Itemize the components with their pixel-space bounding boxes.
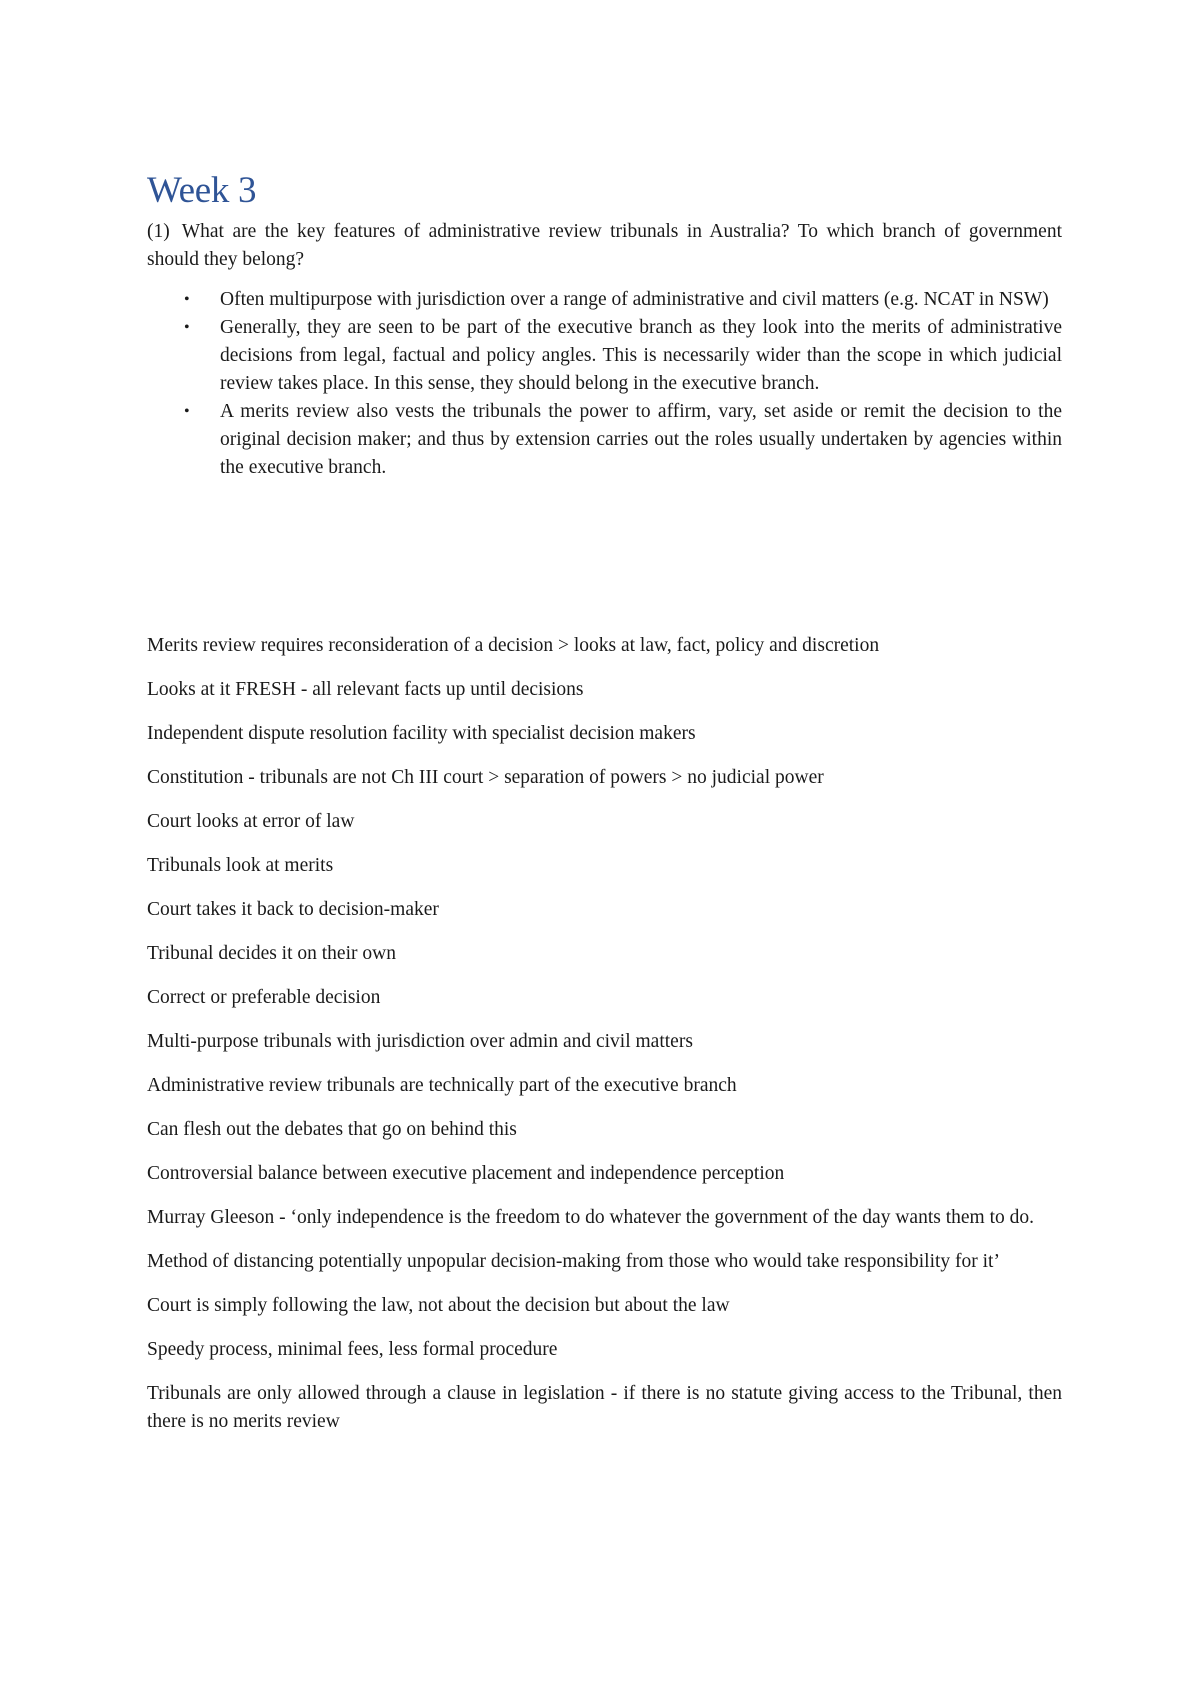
list-item [184, 398, 1062, 482]
note-paragraph: Constitution - tribunals are not Ch III court > separation of powers > no judicial power [147, 767, 824, 788]
note-paragraph: Multi-purpose tribunals with jurisdiction over admin and civil matters [147, 1031, 693, 1052]
note-paragraph: Speedy process, minimal fees, less formal procedure [147, 1339, 558, 1360]
note-paragraph: Correct or preferable decision [147, 987, 381, 1008]
note-paragraph: Independent dispute resolution facility with specialist decision makers [147, 723, 696, 744]
note-paragraph: Can flesh out the debates that go on behind this [147, 1119, 517, 1140]
note-paragraph: Administrative review tribunals are technically part of the executive branch [147, 1075, 737, 1096]
question-text: What are the key features of administrative review tribunals in Australia? To which branch of government should they belong? [147, 221, 1062, 270]
notes-section [147, 632, 1062, 1452]
note-paragraph: Merits review requires reconsideration of a decision > looks at law, fact, policy and discretion [147, 635, 880, 656]
question [147, 218, 1062, 274]
answer-bullet-list [147, 286, 1062, 482]
note-paragraph: Tribunals look at merits [147, 855, 334, 876]
note-paragraph: Tribunal decides it on their own [147, 943, 396, 964]
note-paragraph: Looks at it FRESH - all relevant facts up until decisions [147, 679, 584, 700]
note-paragraph: Tribunals are only allowed through a clause in legislation - if there is no statute giving access to the Tribunal, then there is no merits review [147, 1383, 1062, 1432]
note-paragraph: Murray Gleeson - ‘only independence is the freedom to do whatever the government of the day wants them to do. [147, 1207, 1034, 1228]
question-number: (1) [147, 221, 170, 242]
note-paragraph: Court looks at error of law [147, 811, 355, 832]
note-paragraph: Court takes it back to decision-maker [147, 899, 439, 920]
document-body [147, 168, 1062, 482]
note-paragraph: Court is simply following the law, not about the decision but about the law [147, 1295, 730, 1316]
note-paragraph: Method of distancing potentially unpopular decision-making from those who would take responsibility for it’ [147, 1251, 1000, 1272]
bullet-text: A merits review also vests the tribunals the power to affirm, vary, set aside or remit the decision to the original decision maker; and thus by extension carries out the roles usually undertaken by agencies within the executive branch. [220, 401, 1062, 478]
bullet-icon: • [184, 291, 190, 308]
note-paragraph: Controversial balance between executive placement and independence perception [147, 1163, 785, 1184]
bullet-text: Often multipurpose with jurisdiction over a range of administrative and civil matters (e.g. NCAT in NSW) [220, 289, 1049, 310]
bullet-icon: • [184, 403, 190, 420]
list-item [184, 286, 1062, 314]
bullet-icon: • [184, 319, 190, 336]
list-item [184, 314, 1062, 398]
bullet-text: Generally, they are seen to be part of the executive branch as they look into the merits of administrative decisions from legal, factual and policy angles. This is necessarily wider than the scope in which judicial review takes place. In this sense, they should belong in the executive branch. [220, 317, 1062, 394]
page-title: Week 3 [147, 170, 257, 211]
